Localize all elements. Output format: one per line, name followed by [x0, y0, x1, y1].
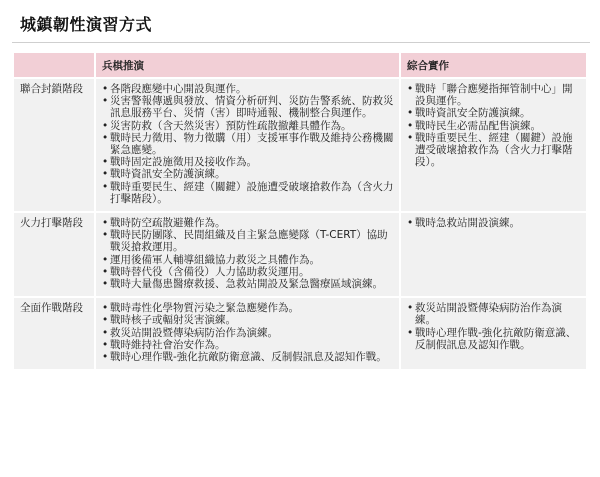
practical-list: [405, 217, 582, 229]
bullet-icon: •: [407, 131, 414, 144]
bullet-icon: •: [102, 119, 109, 132]
list-item-text: 戰時資訊安全防護演練。: [110, 168, 226, 181]
tabletop-list: [100, 83, 395, 205]
practical-cell: [401, 298, 586, 369]
list-item: [100, 217, 395, 229]
table-row: [14, 213, 586, 296]
list-item-text: 災害防救（含天然災害）預防性疏散撤離具體作為。: [110, 119, 352, 132]
bullet-icon: •: [102, 229, 109, 242]
table-header-row: [14, 53, 586, 77]
title-divider: [12, 42, 590, 43]
list-item: [100, 302, 395, 314]
list-item: [100, 229, 395, 253]
list-item-text: 戰時防空疏散避難作為。: [110, 217, 226, 230]
bullet-icon: •: [407, 107, 414, 120]
list-item: [405, 132, 582, 169]
exercise-table: [12, 51, 588, 371]
list-item: [100, 156, 395, 168]
bullet-icon: •: [102, 314, 109, 327]
table-row: [14, 79, 586, 211]
bullet-icon: •: [102, 265, 109, 278]
page-title: 城鎮韌性演習方式: [20, 15, 153, 34]
list-item: [405, 217, 582, 229]
bullet-icon: •: [102, 131, 109, 144]
bullet-icon: •: [102, 83, 109, 95]
list-item-text: 戰時重要民生、經建（關鍵）設施遭受破壞搶救作為（含火力打擊階段）。: [110, 180, 394, 205]
bullet-icon: •: [102, 217, 109, 230]
bullet-icon: •: [102, 253, 109, 266]
list-item: [100, 278, 395, 290]
stage-cell: 火力打擊階段: [14, 213, 94, 296]
list-item: [405, 107, 582, 119]
list-item-text: 戰時毒性化學物質污染之緊急應變作為。: [110, 302, 299, 315]
header-tabletop: 兵棋推演: [96, 53, 399, 77]
bullet-icon: •: [407, 302, 414, 315]
list-item: [100, 327, 395, 339]
list-item-text: 戰時維持社會治安作為。: [110, 338, 226, 351]
list-item-text: 戰時「聯合應變指揮管制中心」開設與運作。: [415, 83, 573, 108]
bullet-icon: •: [102, 156, 109, 169]
list-item-text: 戰時民力徵用、物力徵購（用）支援軍事作戰及維持公務機關緊急應變。: [110, 131, 394, 157]
bullet-icon: •: [102, 168, 109, 181]
table-body: [14, 79, 586, 369]
tabletop-list: [100, 217, 395, 290]
tabletop-cell: [96, 213, 399, 296]
list-item-text: 戰時大量傷患醫療救援、急救站開設及緊急醫療區域演練。: [110, 278, 383, 291]
list-item-text: 戰時重要民生、經建（關鍵）設施遭受破壞搶救作為（含火力打擊階段）。: [415, 131, 573, 169]
list-item-text: 救災站開設暨傳染病防治作為演練。: [110, 326, 278, 339]
tabletop-list: [100, 302, 395, 363]
list-item: [405, 302, 582, 326]
list-item: [100, 120, 395, 132]
list-item-text: 戰時資訊安全防護演練。: [415, 107, 531, 120]
list-item-text: 戰時心理作戰-強化抗敵防衛意識、反制假訊息及認知作戰。: [415, 326, 577, 351]
list-item: [100, 132, 395, 156]
practical-cell: [401, 213, 586, 296]
list-item: [100, 266, 395, 278]
bullet-icon: •: [102, 95, 109, 108]
bullet-icon: •: [407, 217, 414, 230]
bullet-icon: •: [102, 302, 109, 315]
list-item-text: 戰時急救站開設演練。: [415, 217, 520, 230]
list-item-text: 救災站開設暨傳染病防治作為演練。: [415, 302, 562, 327]
list-item-text: 戰時核子或輻射災害演練。: [110, 314, 236, 327]
practical-list: [405, 83, 582, 168]
list-item: [100, 181, 395, 205]
list-item: [100, 254, 395, 266]
list-item-text: 戰時民防團隊、民間組織及自主緊急應變隊（T-CERT）協助戰災搶救運用。: [110, 229, 388, 254]
list-item-text: 戰時固定設施徵用及接收作為。: [110, 156, 257, 169]
list-item-text: 戰時民生必需品配售演練。: [415, 119, 541, 132]
list-item: [405, 327, 582, 351]
practical-list: [405, 302, 582, 351]
bullet-icon: •: [102, 351, 109, 364]
list-item: [100, 168, 395, 180]
bullet-icon: •: [407, 119, 414, 132]
list-item-text: 災害警報傳遞與發放、情資分析研判、災防告警系統、防救災訊息服務平台、災情（害）即時通報、機制整合與運作。: [110, 95, 394, 120]
list-item: [100, 95, 395, 119]
header-practical: 綜合實作: [401, 53, 586, 77]
list-item: [100, 314, 395, 326]
stage-cell: 全面作戰階段: [14, 298, 94, 369]
list-item-text: 各階段應變中心開設與運作。: [110, 83, 247, 95]
bullet-icon: •: [102, 278, 109, 291]
list-item: [100, 83, 395, 95]
tabletop-cell: [96, 298, 399, 369]
bullet-icon: •: [102, 326, 109, 339]
bullet-icon: •: [407, 326, 414, 339]
list-item: [100, 351, 395, 363]
list-item-text: 運用後備軍人輔導組織協力救災之具體作為。: [110, 253, 320, 266]
tabletop-cell: [96, 79, 399, 211]
practical-cell: [401, 79, 586, 211]
list-item-text: 戰時心理作戰-強化抗敵防衛意識、反制假訊息及認知作戰。: [110, 351, 387, 364]
bullet-icon: •: [102, 338, 109, 351]
bullet-icon: •: [102, 180, 109, 193]
bullet-icon: •: [407, 83, 414, 95]
stage-cell: 聯合封鎖階段: [14, 79, 94, 211]
list-item-text: 戰時替代役（含備役）人力協助救災運用。: [110, 265, 310, 278]
table-row: [14, 298, 586, 369]
list-item: [405, 120, 582, 132]
header-stage: [14, 53, 94, 77]
list-item: [100, 339, 395, 351]
list-item: [405, 83, 582, 107]
